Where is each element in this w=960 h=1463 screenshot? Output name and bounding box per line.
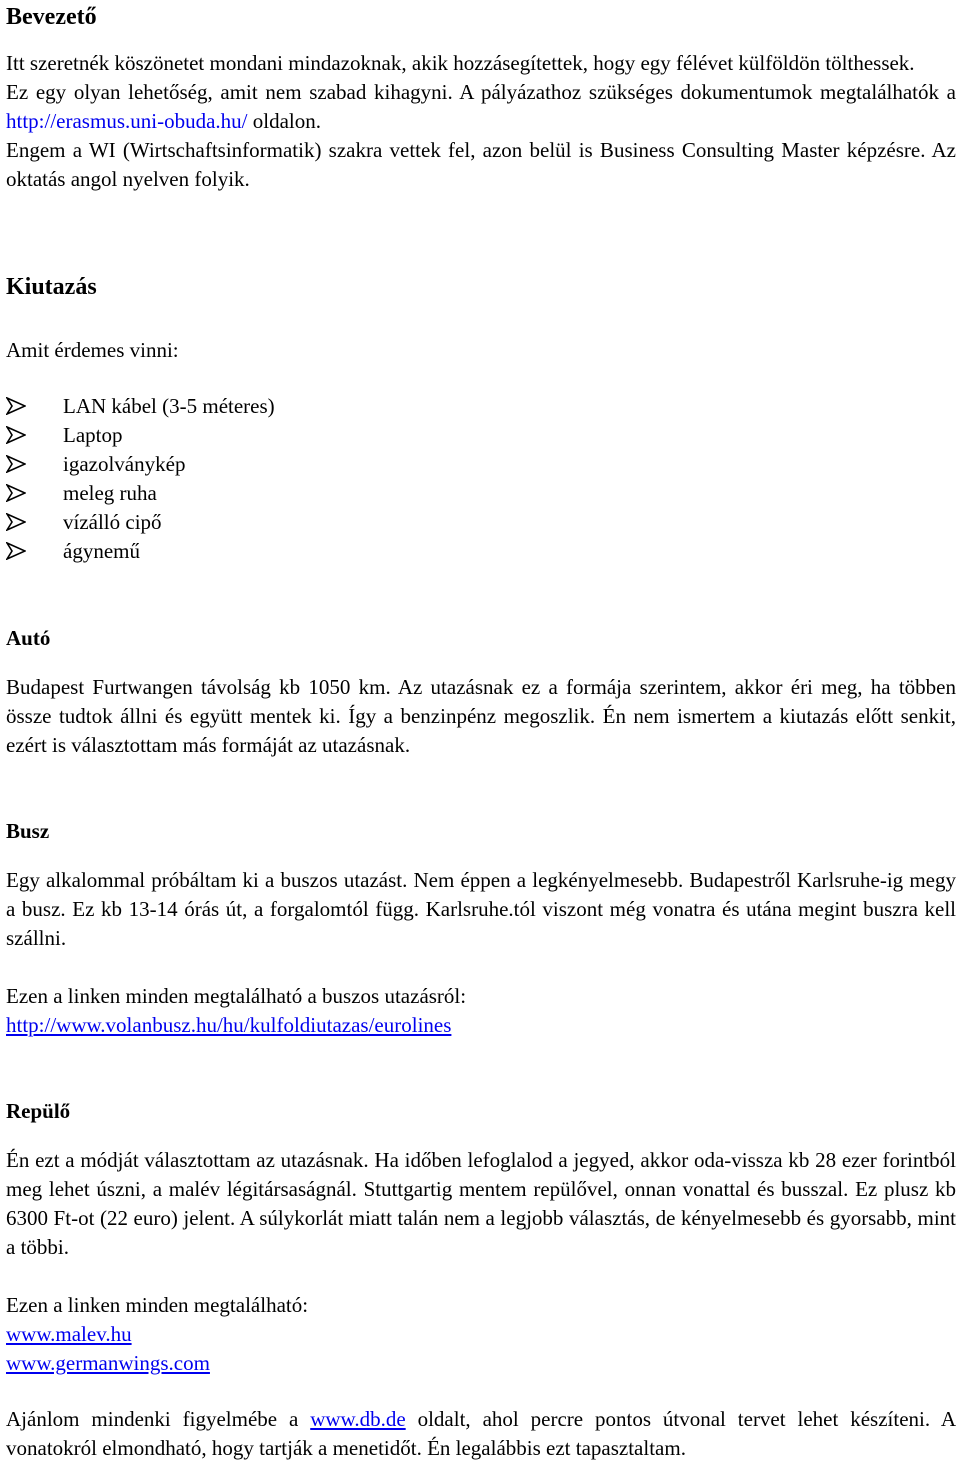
- list-item: [6, 421, 956, 450]
- arrow-bullet-icon: [6, 542, 26, 560]
- busz-paragraph: Egy alkalommal próbáltam ki a buszos utazást. Nem éppen a legkényelmesebb. Budapestről Karlsruhe-ig megy a busz. Ez kb 13-14 órás út, a forgalomtól függ. Karlsruhe.tól viszont még vonatra és utána megint buszra kell szállni.: [6, 868, 956, 950]
- auto-paragraph: Budapest Furtwangen távolság kb 1050 km. Az utazásnak ez a formája szerintem, akkor éri meg, ha többen össze tudtok állni és együtt mentek ki. Így a benzinpénz megoszlik. Én nem ismertem a kiutazás előtt senkit, ezért is választottam más formáját az utazásnak.: [6, 675, 956, 757]
- repulo-paragraph: Én ezt a módját választottam az utazásnak. Ha időben lefoglalod a jegyed, akkor oda-vissza kb 28 ezer forintból meg lehet úszni, a malév légitársaságnál. Stuttgartig mentem repülővel, onnan vonattal és busszal. Ez plusz kb 6300 Ft-ot (22 euro) jelent. A súlykorlát miatt talán nem a legjobb választás, de kényelmesebb és gyorsabb, mint a többi.: [6, 1148, 956, 1259]
- section-heading-kiutazas: Kiutazás: [6, 274, 97, 300]
- intro-block: [6, 49, 956, 194]
- intro-paragraph-1: Itt szeretnék köszönetet mondani mindazoknak, akik hozzásegítettek, hogy egy félévet külföldön tölthessek.: [6, 51, 915, 75]
- section-heading-auto: Autó: [6, 626, 51, 650]
- intro-p2-text-b: oldalon.: [247, 109, 321, 133]
- malev-link[interactable]: www.malev.hu: [6, 1322, 132, 1346]
- list-item-label: LAN kábel (3-5 méteres): [63, 394, 275, 418]
- list-item-label: meleg ruha: [63, 481, 157, 505]
- repulo-link-block: [6, 1291, 956, 1378]
- section-heading-busz: Busz: [6, 819, 50, 843]
- repulo-link-intro: Ezen a linken minden megtalálható:: [6, 1293, 309, 1317]
- erasmus-link[interactable]: http://erasmus.uni-obuda.hu/: [6, 109, 248, 133]
- section-heading-bevezeto: Bevezető: [6, 4, 97, 30]
- list-item: [6, 508, 956, 537]
- final-text-b: oldalt, ahol percre pontos útvonal tervet lehet készíteni. A vonatokról elmondható, hogy tartják a menetidőt. Én legalábbis ezt tapasztaltam.: [6, 1407, 957, 1460]
- arrow-bullet-icon: [6, 397, 26, 415]
- busz-link-intro: Ezen a linken minden megtalálható a buszos utazásról:: [6, 984, 467, 1008]
- intro-paragraph-2: [6, 78, 956, 136]
- final-text-a: Ajánlom mindenki figyelmébe a: [6, 1407, 311, 1431]
- list-item-label: ágynemű: [63, 539, 140, 563]
- germanwings-link[interactable]: www.germanwings.com: [6, 1351, 210, 1375]
- arrow-bullet-icon: [6, 484, 26, 502]
- list-item: [6, 479, 956, 508]
- list-item: [6, 537, 956, 566]
- packing-subheading: Amit érdemes vinni:: [6, 338, 179, 362]
- list-item-label: vízálló cipő: [63, 510, 162, 534]
- intro-p2-text-a: Ez egy olyan lehetőség, amit nem szabad kihagyni. A pályázathoz szükséges dokumentumok megtalálhatók a: [6, 80, 956, 104]
- list-item: [6, 450, 956, 479]
- arrow-bullet-icon: [6, 455, 26, 473]
- packing-list: [6, 392, 956, 566]
- list-item: [6, 392, 956, 421]
- busz-link-block: [6, 982, 956, 1040]
- volanbusz-link[interactable]: http://www.volanbusz.hu/hu/kulfoldiutazas/eurolines: [6, 1013, 452, 1037]
- section-heading-repulo: Repülő: [6, 1099, 71, 1123]
- intro-paragraph-3: Engem a WI (Wirtschaftsinformatik) szakra vettek fel, azon belül is Business Consulting Master képzésre. Az oktatás angol nyelven folyik.: [6, 138, 956, 191]
- db-link[interactable]: www.db.de: [310, 1407, 406, 1431]
- arrow-bullet-icon: [6, 426, 26, 444]
- final-paragraph: [6, 1405, 956, 1463]
- list-item-label: Laptop: [63, 423, 123, 447]
- arrow-bullet-icon: [6, 513, 26, 531]
- list-item-label: igazolványkép: [63, 452, 186, 476]
